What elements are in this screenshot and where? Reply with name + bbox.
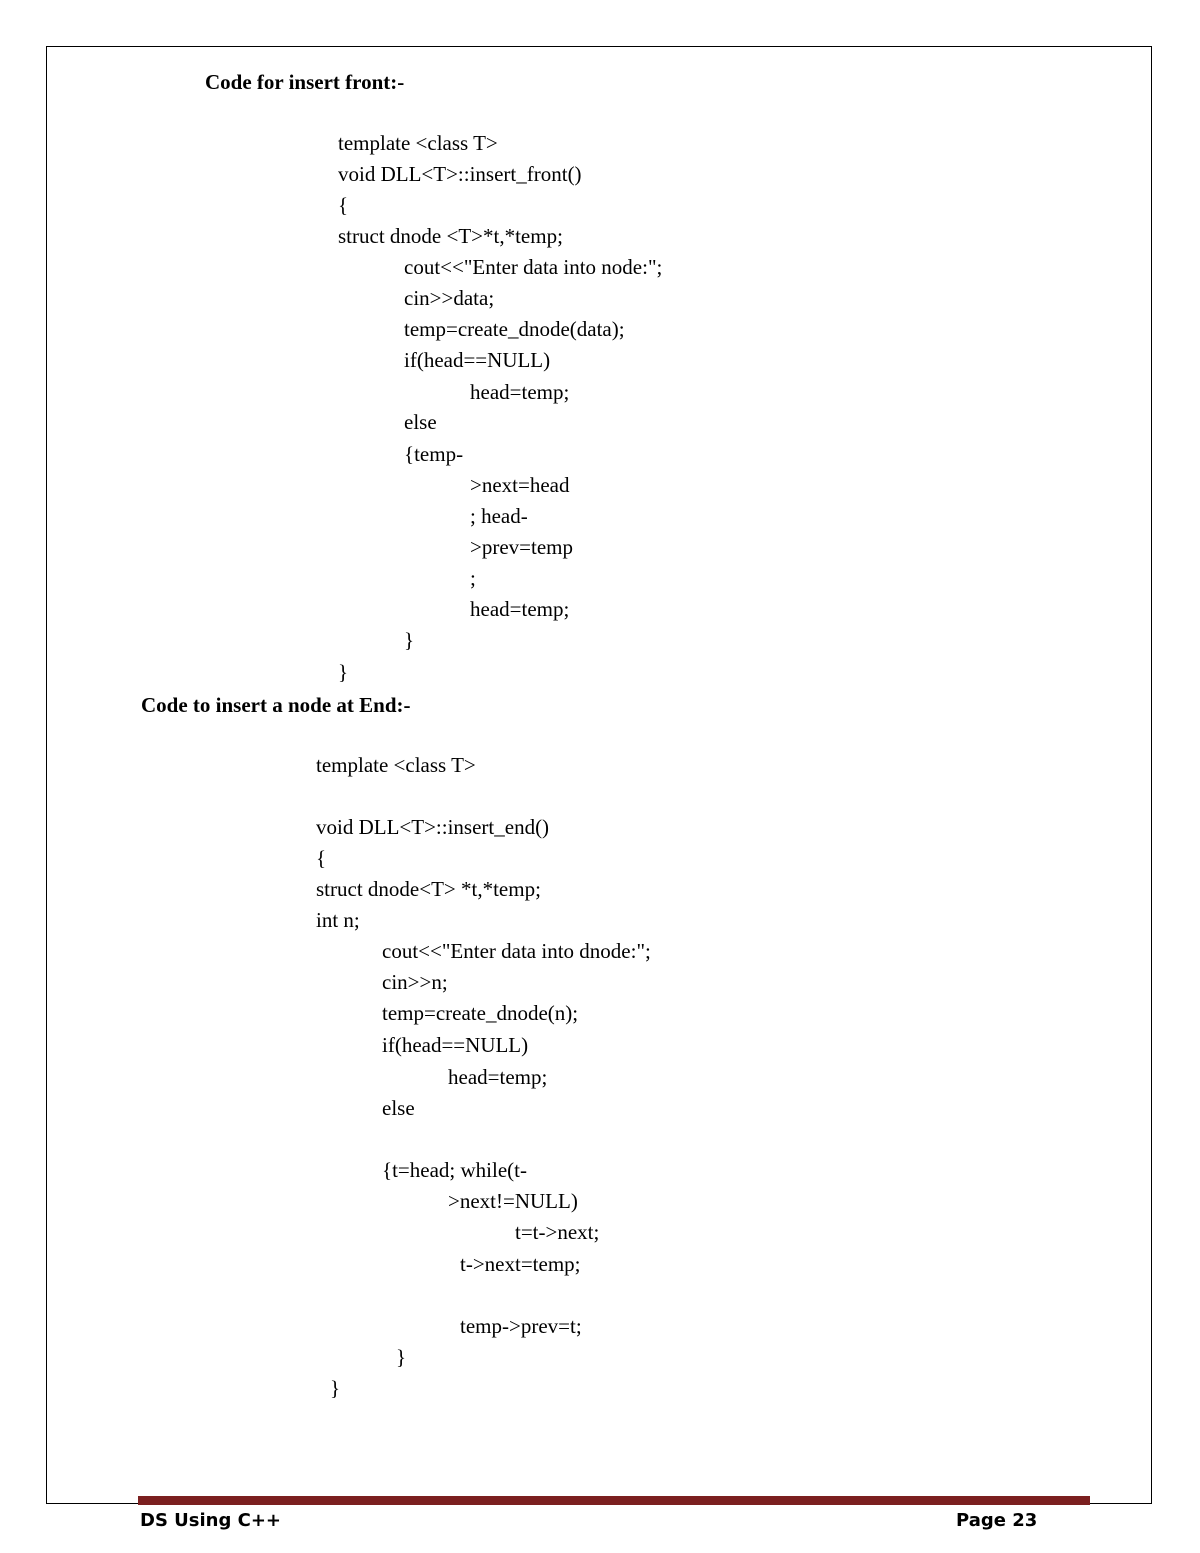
code-line: int n; [316,908,360,932]
code-line: else [382,1096,415,1120]
page-number: Page 23 [956,1510,1038,1531]
code-line: >next=head [470,473,570,497]
code-line: template <class T> [316,753,476,777]
code-line: else [404,410,437,434]
code-line: head=temp; [470,597,570,621]
code-line: void DLL<T>::insert_end() [316,815,550,839]
code-line: if(head==NULL) [382,1033,529,1057]
footer-divider [138,1496,1090,1505]
code-line: } [330,1376,341,1400]
code-line: cout<<"Enter data into node:"; [404,255,663,279]
code-line: ; head- [470,504,528,528]
code-line: >next!=NULL) [448,1189,578,1213]
code-line: { [338,193,349,217]
code-line: { [316,846,327,870]
code-line: if(head==NULL) [404,348,551,372]
code-line: temp->prev=t; [460,1314,582,1338]
code-line: } [404,628,415,652]
code-line: ; [470,566,476,590]
code-line: head=temp; [470,380,570,404]
code-line: } [396,1345,407,1369]
code-line: temp=create_dnode(data); [404,317,625,341]
footer-title: DS Using C++ [140,1510,282,1531]
code-line: t->next=temp; [460,1252,581,1276]
code-line: {temp- [404,442,464,466]
code-line: >prev=temp [470,535,573,559]
code-line: head=temp; [448,1065,548,1089]
code-line: void DLL<T>::insert_front() [338,162,582,186]
heading-insert-front: Code for insert front:- [205,70,405,94]
code-line: {t=head; while(t- [382,1158,527,1182]
code-line: cin>>data; [404,286,495,310]
code-line: temp=create_dnode(n); [382,1001,579,1025]
code-line: t=t->next; [515,1220,600,1244]
code-line: cin>>n; [382,970,448,994]
code-line: template <class T> [338,131,498,155]
code-line: cout<<"Enter data into dnode:"; [382,939,651,963]
code-line: } [338,660,349,684]
code-line: struct dnode <T>*t,*temp; [338,224,563,248]
code-line: struct dnode<T> *t,*temp; [316,877,541,901]
heading-insert-end: Code to insert a node at End:- [141,693,411,717]
